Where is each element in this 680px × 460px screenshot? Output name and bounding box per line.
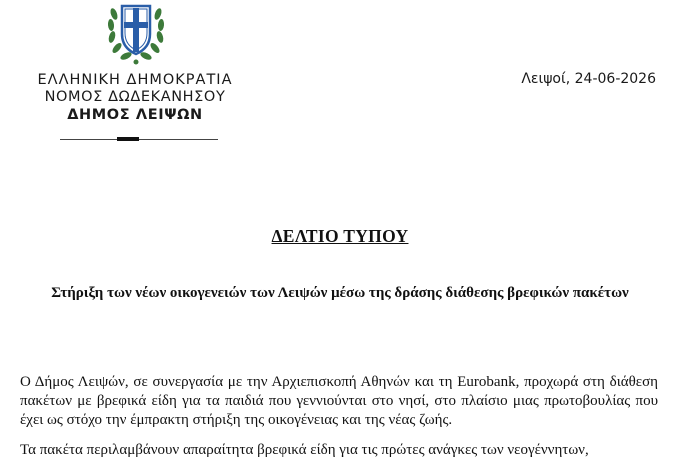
issuer-header	[22, 72, 248, 124]
header-country: ΕΛΛΗΝΙΚΗ ΔΗΜΟΚΡΑΤΙΑ	[37, 72, 233, 88]
header-divider	[60, 139, 218, 140]
header-prefecture: ΝΟΜΟΣ ΔΩΔΕΚΑΝΗΣΟΥ	[44, 89, 226, 105]
document-title: ΔΕΛΤΙΟ ΤΥΠΟΥ	[271, 226, 409, 246]
document-date: Λειψοί, 24-06-2026	[521, 71, 656, 87]
body-paragraph: Τα πακέτα περιλαμβάνουν απαραίτητα βρεφικά είδη για τις πρώτες ανάγκες των νεογέννητων,	[20, 442, 589, 458]
header-divider-mark	[117, 137, 139, 141]
header-municipality: ΔΗΜΟΣ ΛΕΙΨΩΝ	[67, 107, 203, 123]
greek-state-emblem-icon	[105, 0, 167, 66]
document-subtitle: Στήριξη των νέων οικογενειών των Λειψών μέσω της δράσης διάθεσης βρεφικών πακέτων	[51, 285, 629, 301]
body-paragraph: Ο Δήμος Λειψών, σε συνεργασία με την Αρχιεπισκοπή Αθηνών και τη Eurobank, προχωρά στη διάθεση πακέτων με βρεφικά είδη για τα παιδιά που γεννιούνται στο νησί, στο πλαίσιο μιας πρωτοβουλίας που έχει ως στόχο την έμπρακτη στήριξη της οικογένειας και της νέας ζωής.	[20, 374, 658, 428]
